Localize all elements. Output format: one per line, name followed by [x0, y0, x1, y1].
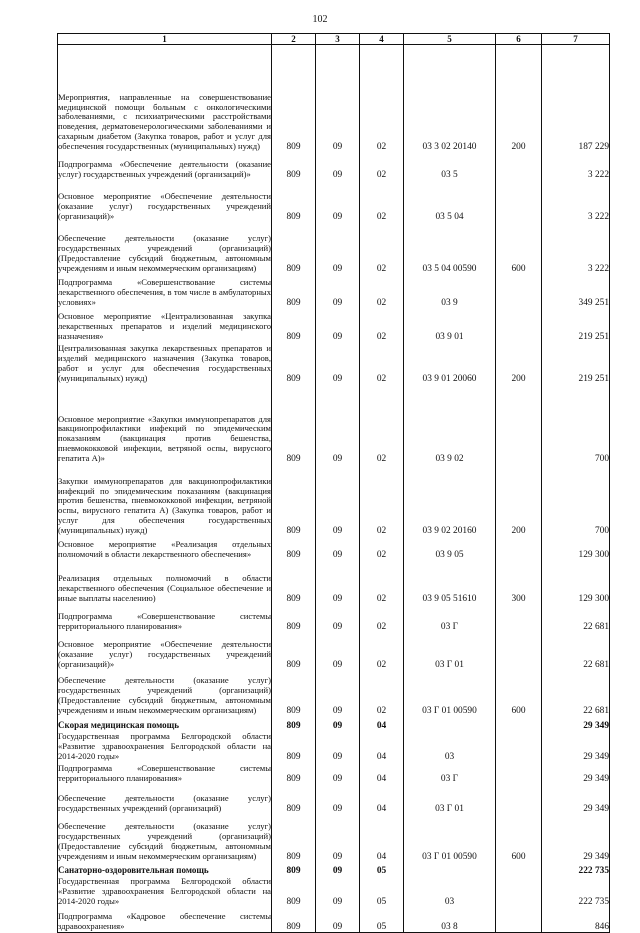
subsection-code-cell: 02: [360, 308, 404, 342]
expense-type-cell: 200: [496, 464, 542, 536]
row-name-cell: Санаторно-оздоровительная помощь: [58, 862, 272, 876]
table-row: [58, 222, 610, 274]
subsection-code-cell: 05: [360, 876, 404, 907]
table-row: [58, 731, 610, 762]
section-code-cell: 09: [316, 464, 360, 536]
target-article-cell: 03 Г 01 00590: [404, 814, 496, 862]
subsection-code-cell: 02: [360, 342, 404, 384]
subsection-code-cell: 02: [360, 274, 404, 308]
subsection-code-cell: 02: [360, 632, 404, 670]
row-name-cell: Подпрограмма «Совершенствование системы территориального планирования»: [58, 604, 272, 632]
subsection-code-cell: 04: [360, 716, 404, 731]
subsection-code-cell: 02: [360, 222, 404, 274]
column-header: 2: [272, 34, 316, 45]
amount-cell: 700: [542, 464, 610, 536]
target-article-cell: 03 3 02 20140: [404, 45, 496, 152]
section-code-cell: 09: [316, 342, 360, 384]
row-name-cell: Централизованная закупка лекарственных препаратов и изделий медицинского назначения (Закупка товаров, работ и услуг для обеспечения государственных (муниципальных) нужд): [58, 343, 271, 383]
section-code-cell: 09: [316, 862, 360, 876]
table-row: [58, 632, 610, 670]
table-row: [58, 604, 610, 632]
target-article-cell: 03 9 01 20060: [404, 342, 496, 384]
table-row: [58, 274, 610, 308]
amount-cell: 29 349: [542, 784, 610, 814]
ved-code-cell: 809: [272, 670, 316, 716]
target-article-cell: 03 9 02: [404, 384, 496, 464]
table-row: [58, 152, 610, 180]
table-row: [58, 862, 610, 876]
target-article-cell: 03 5: [404, 152, 496, 180]
column-header: 3: [316, 34, 360, 45]
amount-cell: 187 229: [542, 45, 610, 152]
ved-code-cell: 809: [272, 731, 316, 762]
ved-code-cell: 809: [272, 180, 316, 222]
table-row: [58, 342, 610, 384]
row-name-cell: Обеспечение деятельности (оказание услуг) государственных учреждений (организаций): [58, 784, 272, 814]
amount-cell: 29 349: [542, 731, 610, 762]
expense-type-cell: 600: [496, 670, 542, 716]
amount-cell: 22 681: [542, 632, 610, 670]
expense-type-cell: [496, 152, 542, 180]
subsection-code-cell: 05: [360, 862, 404, 876]
ved-code-cell: 809: [272, 342, 316, 384]
expense-type-cell: [496, 876, 542, 907]
ved-code-cell: 809: [272, 152, 316, 180]
row-name-cell: Основное мероприятие «Реализация отдельных полномочий в области лекарственного обеспечения»: [58, 536, 272, 560]
table-row: [58, 784, 610, 814]
ved-code-cell: 809: [272, 222, 316, 274]
expense-type-cell: 600: [496, 222, 542, 274]
ved-code-cell: 809: [272, 274, 316, 308]
page-number: 102: [312, 14, 328, 25]
target-article-cell: 03 9 05: [404, 536, 496, 560]
expense-type-cell: [496, 274, 542, 308]
ved-code-cell: 809: [272, 464, 316, 536]
row-name-cell: Реализация отдельных полномочий в области лекарственного обеспечения (Социальное обеспечение и иные выплаты населению): [58, 560, 272, 604]
subsection-code-cell: 02: [360, 560, 404, 604]
column-header: 7: [542, 34, 610, 45]
expense-type-cell: [496, 907, 542, 933]
subsection-code-cell: 02: [360, 464, 404, 536]
amount-cell: 3 222: [542, 152, 610, 180]
expense-type-cell: [496, 784, 542, 814]
budget-table: [57, 33, 610, 933]
row-name-cell: Подпрограмма «Кадровое обеспечение системы здравоохранения»: [58, 907, 272, 933]
ved-code-cell: 809: [272, 45, 316, 152]
amount-cell: 700: [542, 384, 610, 464]
amount-cell: 22 681: [542, 604, 610, 632]
target-article-cell: 03: [404, 876, 496, 907]
row-name-cell: Подпрограмма «Обеспечение деятельности (оказание услуг) государственных учреждений (организаций)»: [58, 152, 272, 180]
target-article-cell: 03 Г 01: [404, 784, 496, 814]
ved-code-cell: 809: [272, 536, 316, 560]
table-row: [58, 670, 610, 716]
section-code-cell: 09: [316, 536, 360, 560]
amount-cell: 222 735: [542, 876, 610, 907]
row-name-cell: Скорая медицинская помощь: [58, 716, 272, 731]
expense-type-cell: [496, 762, 542, 784]
section-code-cell: 09: [316, 731, 360, 762]
amount-cell: 3 222: [542, 222, 610, 274]
subsection-code-cell: 02: [360, 604, 404, 632]
subsection-code-cell: 02: [360, 152, 404, 180]
target-article-cell: 03 9: [404, 274, 496, 308]
table-row: [58, 464, 610, 536]
ved-code-cell: 809: [272, 814, 316, 862]
section-code-cell: 09: [316, 274, 360, 308]
expense-type-cell: 600: [496, 814, 542, 862]
expense-type-cell: [496, 604, 542, 632]
amount-cell: 846: [542, 907, 610, 933]
amount-cell: 222 735: [542, 862, 610, 876]
section-code-cell: 09: [316, 560, 360, 604]
amount-cell: 29 349: [542, 716, 610, 731]
target-article-cell: 03 8: [404, 907, 496, 933]
section-code-cell: 09: [316, 152, 360, 180]
expense-type-cell: [496, 862, 542, 876]
amount-cell: 349 251: [542, 274, 610, 308]
ved-code-cell: 809: [272, 632, 316, 670]
target-article-cell: 03 9 05 51610: [404, 560, 496, 604]
table-row: [58, 762, 610, 784]
ved-code-cell: 809: [272, 604, 316, 632]
expense-type-cell: 200: [496, 45, 542, 152]
column-header: 1: [58, 34, 272, 45]
section-code-cell: 09: [316, 784, 360, 814]
column-header: 4: [360, 34, 404, 45]
expense-type-cell: [496, 536, 542, 560]
table-row: [58, 180, 610, 222]
row-name-cell: Основное мероприятие «Централизованная закупка лекарственных препаратов и изделий медицинского назначения»: [58, 308, 272, 342]
target-article-cell: 03 Г: [404, 604, 496, 632]
subsection-code-cell: 02: [360, 384, 404, 464]
target-article-cell: [404, 716, 496, 731]
row-name-cell: Обеспечение деятельности (оказание услуг) государственных учреждений (организаций) (Предоставление субсидий бюджетным, автономным учреждениям и иным некоммерческим организациям): [58, 670, 272, 716]
column-header: 6: [496, 34, 542, 45]
section-code-cell: 09: [316, 632, 360, 670]
expense-type-cell: [496, 308, 542, 342]
subsection-code-cell: 04: [360, 814, 404, 862]
row-name-cell: Основное мероприятие «Обеспечение деятельности (оказание услуг) государственных учреждений (организаций)»: [58, 180, 272, 222]
expense-type-cell: [496, 384, 542, 464]
target-article-cell: 03 9 02 20160: [404, 464, 496, 536]
expense-type-cell: [496, 716, 542, 731]
section-code-cell: 09: [316, 762, 360, 784]
subsection-code-cell: 02: [360, 45, 404, 152]
amount-cell: 29 349: [542, 814, 610, 862]
target-article-cell: 03 5 04 00590: [404, 222, 496, 274]
subsection-code-cell: 04: [360, 784, 404, 814]
amount-cell: 129 300: [542, 536, 610, 560]
expense-type-cell: [496, 632, 542, 670]
table-row: [58, 45, 610, 152]
amount-cell: 129 300: [542, 560, 610, 604]
subsection-code-cell: 04: [360, 731, 404, 762]
row-name-cell: Подпрограмма «Совершенствование системы территориального планирования»: [58, 762, 271, 783]
amount-cell: 219 251: [542, 342, 610, 384]
table-row: [58, 876, 610, 907]
table-row: [58, 907, 610, 933]
row-name-cell: Обеспечение деятельности (оказание услуг) государственных учреждений (организаций) (Предоставление субсидий бюджетным, автономным учреждениям и иным некоммерческим организациям): [58, 814, 272, 862]
section-code-cell: 09: [316, 670, 360, 716]
target-article-cell: 03 Г 01 00590: [404, 670, 496, 716]
table-row: [58, 560, 610, 604]
row-name-cell: Подпрограмма «Совершенствование системы лекарственного обеспечения, в том числе в амбулаторных условиях»: [58, 274, 272, 308]
row-name-cell: Государственная программа Белгородской области «Развитие здравоохранения Белгородской области на 2014-2020 годы»: [58, 876, 271, 906]
section-code-cell: 09: [316, 876, 360, 907]
table-row: [58, 814, 610, 862]
target-article-cell: 03: [404, 731, 496, 762]
section-code-cell: 09: [316, 604, 360, 632]
table-row: [58, 308, 610, 342]
target-article-cell: 03 9 01: [404, 308, 496, 342]
target-article-cell: [404, 862, 496, 876]
subsection-code-cell: 02: [360, 536, 404, 560]
row-name-cell: Закупки иммунопрепаратов для вакцинопрофилактики инфекций по эпидемическим показаниям (вакцинация против бешенства, пневмококковой инфекции, ветряной оспы, вирусного гепатита А) (Закупка товаров, работ и услуг для обеспечения государственных (муниципальных) нужд): [58, 464, 272, 536]
section-code-cell: 09: [316, 907, 360, 933]
ved-code-cell: 809: [272, 308, 316, 342]
row-name-cell: Мероприятия, направленные на совершенствование медицинской помощи больным с онкологическими заболеваниями, с психиатрическими расстройствами поведения, дерматовенерологическими заболеваниями и сахарным диабетом (Закупка товаров, работ и услуг для обеспечения государственных (муниципальных) нужд): [58, 45, 272, 152]
row-name-cell: Обеспечение деятельности (оказание услуг) государственных учреждений (организаций) (Предоставление субсидий бюджетным, автономным учреждениям и иным некоммерческим организациям): [58, 222, 272, 274]
table-row: [58, 384, 610, 464]
ved-code-cell: 809: [272, 784, 316, 814]
amount-cell: 22 681: [542, 670, 610, 716]
row-name-cell: Основное мероприятие «Обеспечение деятельности (оказание услуг) государственных учреждений (организаций)»: [58, 632, 272, 670]
expense-type-cell: 200: [496, 342, 542, 384]
section-code-cell: 09: [316, 45, 360, 152]
amount-cell: 219 251: [542, 308, 610, 342]
row-name-cell: Основное мероприятие «Закупки иммунопрепаратов для вакцинопрофилактики инфекций по эпидемическим показаниям (вакцинация против бешенства, пневмококковой инфекции, ветряной оспы, вирусного гепатита А)»: [58, 384, 272, 464]
table-header-row: [58, 34, 610, 45]
ved-code-cell: 809: [272, 862, 316, 876]
target-article-cell: 03 5 04: [404, 180, 496, 222]
section-code-cell: 09: [316, 308, 360, 342]
section-code-cell: 09: [316, 222, 360, 274]
amount-cell: 29 349: [542, 762, 610, 784]
ved-code-cell: 809: [272, 384, 316, 464]
table-row: [58, 716, 610, 731]
expense-type-cell: [496, 731, 542, 762]
target-article-cell: 03 Г 01: [404, 632, 496, 670]
target-article-cell: 03 Г: [404, 762, 496, 784]
expense-type-cell: 300: [496, 560, 542, 604]
section-code-cell: 09: [316, 180, 360, 222]
ved-code-cell: 809: [272, 716, 316, 731]
ved-code-cell: 809: [272, 907, 316, 933]
subsection-code-cell: 02: [360, 180, 404, 222]
row-name-cell: Государственная программа Белгородской области «Развитие здравоохранения Белгородской области на 2014-2020 годы»: [58, 731, 271, 761]
ved-code-cell: 809: [272, 560, 316, 604]
column-header: 5: [404, 34, 496, 45]
subsection-code-cell: 05: [360, 907, 404, 933]
section-code-cell: 09: [316, 716, 360, 731]
ved-code-cell: 809: [272, 762, 316, 784]
subsection-code-cell: 02: [360, 670, 404, 716]
amount-cell: 3 222: [542, 180, 610, 222]
section-code-cell: 09: [316, 814, 360, 862]
subsection-code-cell: 04: [360, 762, 404, 784]
table-row: [58, 536, 610, 560]
ved-code-cell: 809: [272, 876, 316, 907]
section-code-cell: 09: [316, 384, 360, 464]
expense-type-cell: [496, 180, 542, 222]
